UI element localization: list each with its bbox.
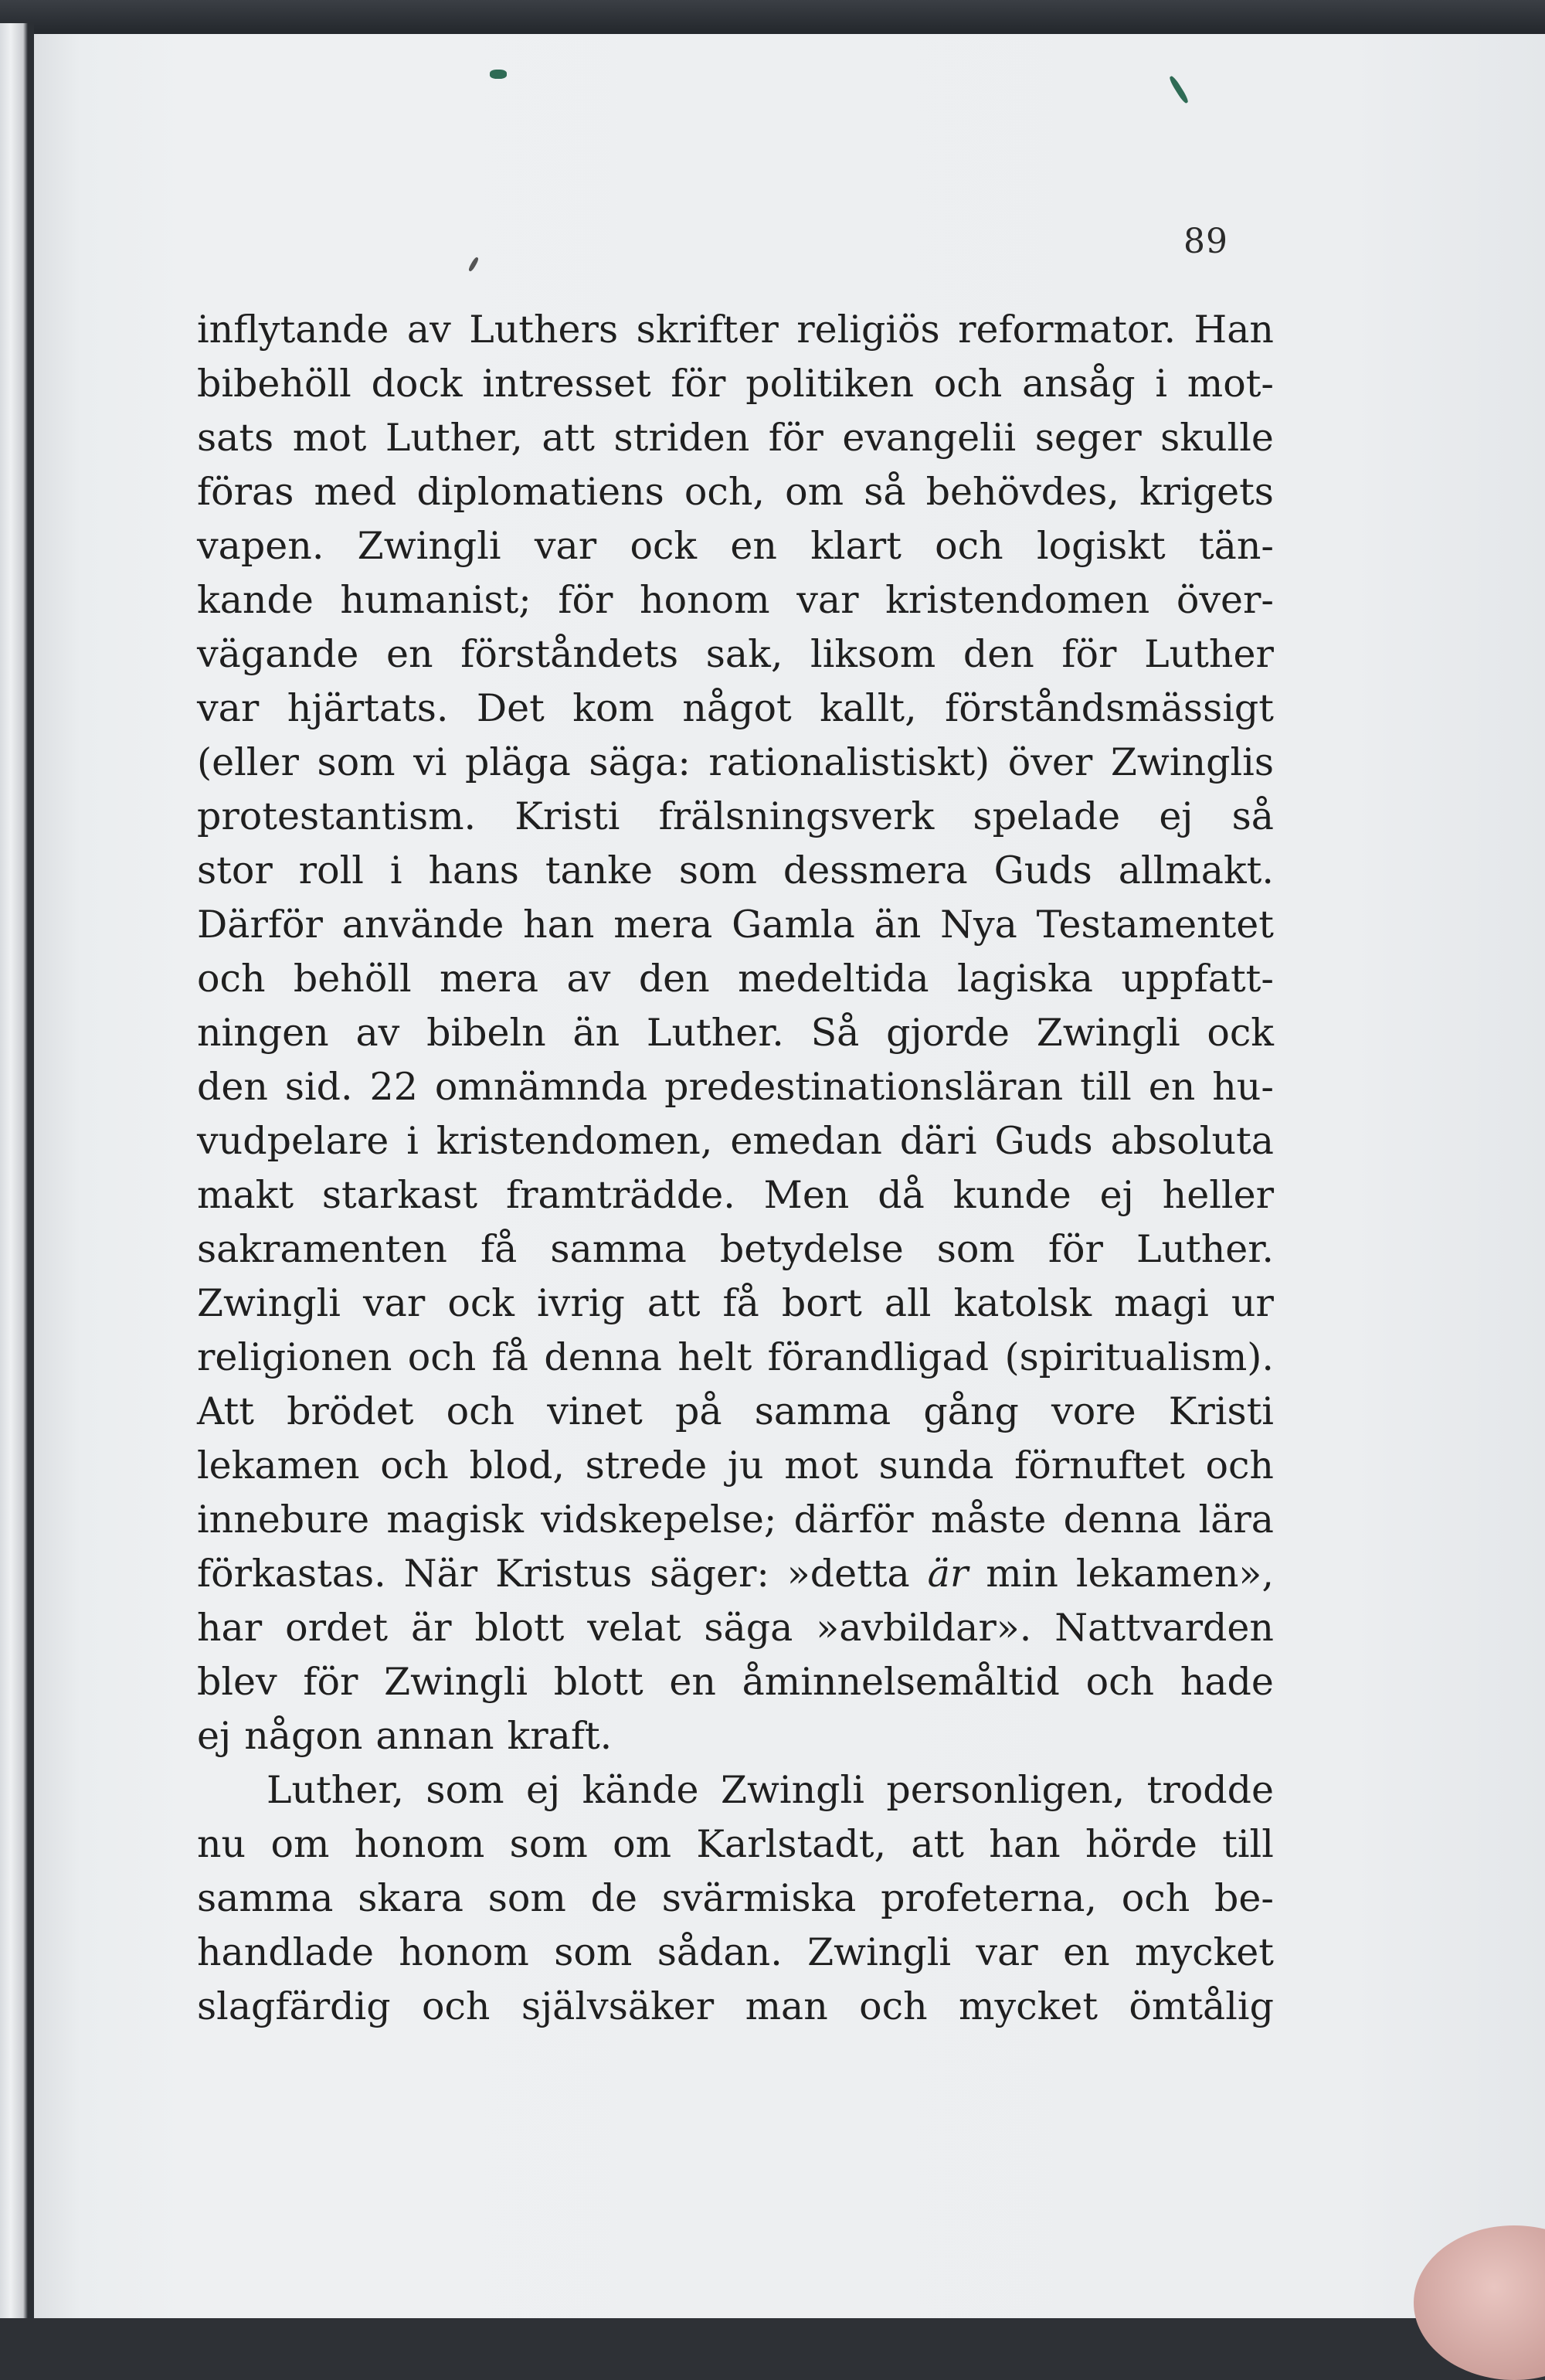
word: mera [440,957,539,1001]
word: så [1231,794,1274,838]
word: på [674,1389,722,1433]
word: tän- [1198,524,1274,568]
word: logiskt [1036,524,1166,568]
word: blott [474,1606,565,1650]
word: innebure [197,1498,370,1542]
text-line [197,1277,1274,1331]
word: betydelse [719,1227,904,1271]
word: omnämnda [434,1065,648,1109]
word: personligen, [886,1768,1126,1812]
word: magi [1114,1281,1209,1325]
text-line [197,627,1274,682]
text-line [197,1926,1274,1980]
word: klart [810,524,902,568]
word: striden [613,416,750,460]
word: för [558,578,613,622]
word: skulle [1160,416,1274,460]
word: säger: [650,1552,769,1596]
word: och [446,1389,515,1433]
word: skara [358,1876,464,1920]
word: all [884,1281,932,1325]
word: mot- [1187,362,1274,406]
word: sakramenten [197,1227,447,1271]
text-line [197,1222,1274,1277]
word: gång [923,1389,1019,1433]
text-line [197,952,1274,1006]
word: reformator. [958,308,1177,352]
word: »avbildar». [816,1606,1032,1650]
word: blev [197,1660,277,1704]
book-spine-edge [0,23,34,2318]
word: brödet [287,1389,414,1433]
word: var [976,1930,1038,1974]
text-line [197,1709,1274,1763]
word: emedan [730,1119,882,1163]
word: en [669,1660,716,1704]
word: har [197,1606,263,1650]
word: framträdde. [505,1173,735,1217]
word: ock [1207,1011,1274,1055]
word: Zwingli [384,1660,528,1704]
word: att [647,1281,701,1325]
word: heller [1162,1173,1274,1217]
word: samma [550,1227,687,1271]
book-page [34,34,1545,2318]
word: kom [572,686,654,730]
word: intresset [482,362,651,406]
word: diplomatiens [416,470,664,514]
word: var [796,578,859,622]
word: Att [197,1389,254,1433]
word: av [355,1011,400,1055]
word: behöll [293,957,412,1001]
word: den [638,957,710,1001]
text-line [197,790,1274,844]
word: Zwingli [720,1768,864,1812]
word: var [534,524,597,568]
word: och [1205,1443,1274,1488]
text-line [197,357,1274,411]
word: denna [1063,1498,1182,1542]
ink-mark [1168,75,1190,104]
word: så [864,470,906,514]
word: en [730,524,777,568]
word: av [406,308,451,352]
word: få [491,1335,528,1379]
word: och [859,1984,928,2028]
word: över [1007,740,1093,784]
word: hade [1180,1660,1274,1704]
word: Luther, [267,1768,404,1812]
text-line [197,1817,1274,1872]
word: skrifter [636,308,779,352]
word: få [480,1227,518,1271]
word: ningen [197,1011,329,1055]
word: ock [630,524,698,568]
word: religiös [796,308,940,352]
word: »detta [786,1552,910,1596]
word: makt [197,1173,294,1217]
word: liksom [810,632,936,676]
word: som [317,740,396,784]
word: att [542,416,595,460]
word: som [487,1876,566,1920]
word: (eller [197,740,299,784]
word: allmakt. [1118,848,1274,892]
body-text [197,303,1274,2034]
word: annan [375,1714,494,1758]
word: han [989,1822,1061,1866]
word: för [1061,632,1117,676]
word: måste [930,1498,1047,1542]
word: bibehöll [197,362,351,406]
text-line [197,303,1274,357]
text-line [197,898,1274,952]
word: Kristi [1168,1389,1274,1433]
word: säga: [589,740,691,784]
word: Luthers [469,308,619,352]
word: lekamen [197,1443,360,1488]
word: katolsk [953,1281,1092,1325]
word: för [768,416,823,460]
word: samma [197,1876,334,1920]
word: att [911,1822,964,1866]
word: ur [1231,1281,1274,1325]
word: medeltida [738,957,929,1001]
word: Guds [994,1119,1093,1163]
text-line [197,1114,1274,1168]
word: är [410,1606,452,1650]
word: Nya [940,903,1017,947]
word: samma [754,1389,891,1433]
word: helt [677,1335,752,1379]
word: lekamen», [1075,1552,1274,1596]
word: Men [763,1173,850,1217]
word: Han [1194,308,1274,352]
word: som [678,848,758,892]
word: förandligad [767,1335,990,1379]
text-line [197,1763,1274,1817]
word: åminnelsemåltid [742,1660,1060,1704]
word: Kristi [514,794,620,838]
word: predestinationsläran [664,1065,1064,1109]
word: självsäker [521,1984,715,2028]
word: tanke [545,848,653,892]
word: magisk [386,1498,524,1542]
word: man [745,1984,828,2028]
word: till [1080,1065,1132,1109]
word: uppfatt- [1121,957,1274,1001]
word: kande [197,578,314,622]
text-line [197,736,1274,790]
word: nu [197,1822,246,1866]
word: föras [197,470,294,514]
word: lagiska [956,957,1093,1001]
word: (spiritualism). [1004,1335,1274,1379]
text-line [197,1385,1274,1439]
text-line [197,1601,1274,1655]
word: mot [292,416,367,460]
word: bibeln [426,1011,546,1055]
word: vudpelare [197,1119,389,1163]
word: och [407,1335,477,1379]
word: Nattvarden [1054,1606,1274,1650]
word: Zwingli [197,1281,341,1325]
word: använde [341,903,504,947]
word: handlade [197,1930,374,1974]
word: vinet [547,1389,643,1433]
word: vidskepelse; [541,1498,777,1542]
word: denna [544,1335,663,1379]
text-line [197,573,1274,627]
word: mot [784,1443,858,1488]
word: Luther [1144,632,1274,676]
text-line [197,1980,1274,2034]
word: och [1121,1876,1190,1920]
word: något [682,686,792,730]
word: vapen. [197,524,324,568]
word: honom [399,1930,529,1974]
text-line [197,1655,1274,1709]
word: i [1155,362,1167,406]
word: profeterna, [881,1876,1098,1920]
word: hu- [1212,1065,1274,1109]
word: sats [197,416,274,460]
word: till [1222,1822,1274,1866]
word: kallt, [820,686,917,730]
text-line [197,1331,1274,1385]
word: och [380,1443,449,1488]
word: med [314,470,397,514]
word: svärmiska [661,1876,857,1920]
word: starkast [321,1173,478,1217]
word: var [362,1281,426,1325]
word: förnuftet [1014,1443,1185,1488]
word: Så [810,1011,860,1055]
word: ej [1099,1173,1134,1217]
word: kraft. [507,1714,613,1758]
word: behövdes, [925,470,1119,514]
word: i [389,848,402,892]
word: för [671,362,726,406]
word: rationalistiskt) [708,740,990,784]
word: honom [354,1822,485,1866]
word: om [613,1822,672,1866]
word: om [270,1822,330,1866]
word: då [878,1173,925,1217]
word: politiken [745,362,915,406]
word: kristendomen, [436,1119,713,1163]
word: mera [613,903,713,947]
book-top-edge [0,0,1545,34]
word: Zwingli [1036,1011,1180,1055]
word: humanist; [340,578,531,622]
word: ju [727,1443,764,1488]
word: mycket [1134,1930,1274,1974]
word: slagfärdig [197,1984,391,2028]
word: och, [684,470,765,514]
word: Luther. [1136,1227,1274,1271]
word: dock [371,362,463,406]
word: be- [1214,1876,1274,1920]
word: och [1085,1660,1155,1704]
word: protestantism. [197,794,477,838]
text-line [197,411,1274,465]
word: blott [553,1660,643,1704]
word: någon [244,1714,363,1758]
word: inflytande [197,308,389,352]
word: dessmera [783,848,968,892]
word: Gamla [732,903,855,947]
word: Därför [197,903,323,947]
word: en [1063,1930,1110,1974]
word: ivrig [537,1281,625,1325]
text-line [197,844,1274,898]
word: och [933,362,1003,406]
word: ock [447,1281,514,1325]
word: ej [526,1768,561,1812]
pencil-mark [467,257,479,272]
word: förståndets [460,632,679,676]
word: Luther, [385,416,523,460]
word: hjärtats. [287,686,449,730]
word: krigets [1139,470,1274,514]
word: bort [781,1281,862,1325]
word: var [197,686,260,730]
word: säga [704,1606,793,1650]
word: som [509,1822,588,1866]
word: över- [1176,578,1274,622]
word: i [406,1119,419,1163]
word: blod, [469,1443,565,1488]
word: förkastas. [197,1552,386,1596]
word: vägande [197,632,359,676]
word: evangelii [842,416,1017,460]
text-line [197,1547,1274,1601]
word: vi [413,740,447,784]
word: lära [1198,1498,1274,1542]
word: få [722,1281,759,1325]
word: en [1148,1065,1196,1109]
word: ordet [285,1606,389,1650]
word: däri [899,1119,977,1163]
word: frälsningsverk [658,794,935,838]
word: 22 [369,1065,418,1109]
word: pläga [465,740,571,784]
word: och [935,524,1003,568]
ink-mark [490,70,507,79]
word: av [566,957,611,1001]
text-line [197,519,1274,573]
word: för [1048,1227,1103,1271]
word: Luther. [646,1011,784,1055]
word: stor [197,848,273,892]
word: Guds [993,848,1092,892]
word: mycket [959,1984,1098,2028]
text-line [197,1439,1274,1493]
word: som [554,1930,633,1974]
word: sunda [878,1443,994,1488]
word: om [785,470,844,514]
word: Kristus [495,1552,633,1596]
word: vore [1051,1389,1136,1433]
word: min [986,1552,1058,1596]
word: ej [1159,794,1194,838]
word: När [403,1552,478,1596]
page-number: 89 [1183,222,1228,261]
word: och [197,957,266,1001]
word: än [874,903,922,947]
word: sak, [705,632,783,676]
word: absoluta [1110,1119,1274,1163]
text-line [197,682,1274,736]
word: ansåg [1022,362,1136,406]
word: kunde [952,1173,1071,1217]
word: Testamentet [1036,903,1274,947]
word: Zwingli [357,524,501,568]
word: ömtålig [1129,1984,1274,2028]
word: än [572,1011,620,1055]
text-line [197,1493,1274,1547]
word: kristendomen [885,578,1150,622]
word: och [421,1984,491,2028]
word: han [523,903,595,947]
word: Karlstadt, [696,1822,887,1866]
word: hörde [1085,1822,1197,1866]
word: hans [428,848,519,892]
word: förståndsmässigt [945,686,1274,730]
text-line [197,1006,1274,1060]
word: velat [587,1606,681,1650]
word: sådan. [657,1930,783,1974]
text-line [197,1060,1274,1114]
word: den [197,1065,268,1109]
word: kände [582,1768,699,1812]
word: Zwinglis [1110,740,1274,784]
word: de [590,1876,637,1920]
word: honom [640,578,770,622]
word: sid. [284,1065,353,1109]
word: som [936,1227,1015,1271]
word: är [927,1552,969,1596]
word: en [386,632,433,676]
word: därför [793,1498,914,1542]
word: strede [585,1443,708,1488]
word: religionen [197,1335,392,1379]
word: roll [298,848,364,892]
text-line [197,1168,1274,1222]
word: seger [1034,416,1142,460]
word: gjorde [886,1011,1010,1055]
word: Zwingli [807,1930,952,1974]
word: spelade [973,794,1121,838]
word: ej [197,1714,232,1758]
word: Det [476,686,545,730]
word: för [303,1660,358,1704]
word: som [426,1768,504,1812]
word: trodde [1146,1768,1274,1812]
text-line [197,1872,1274,1926]
word: den [963,632,1034,676]
text-line [197,465,1274,519]
